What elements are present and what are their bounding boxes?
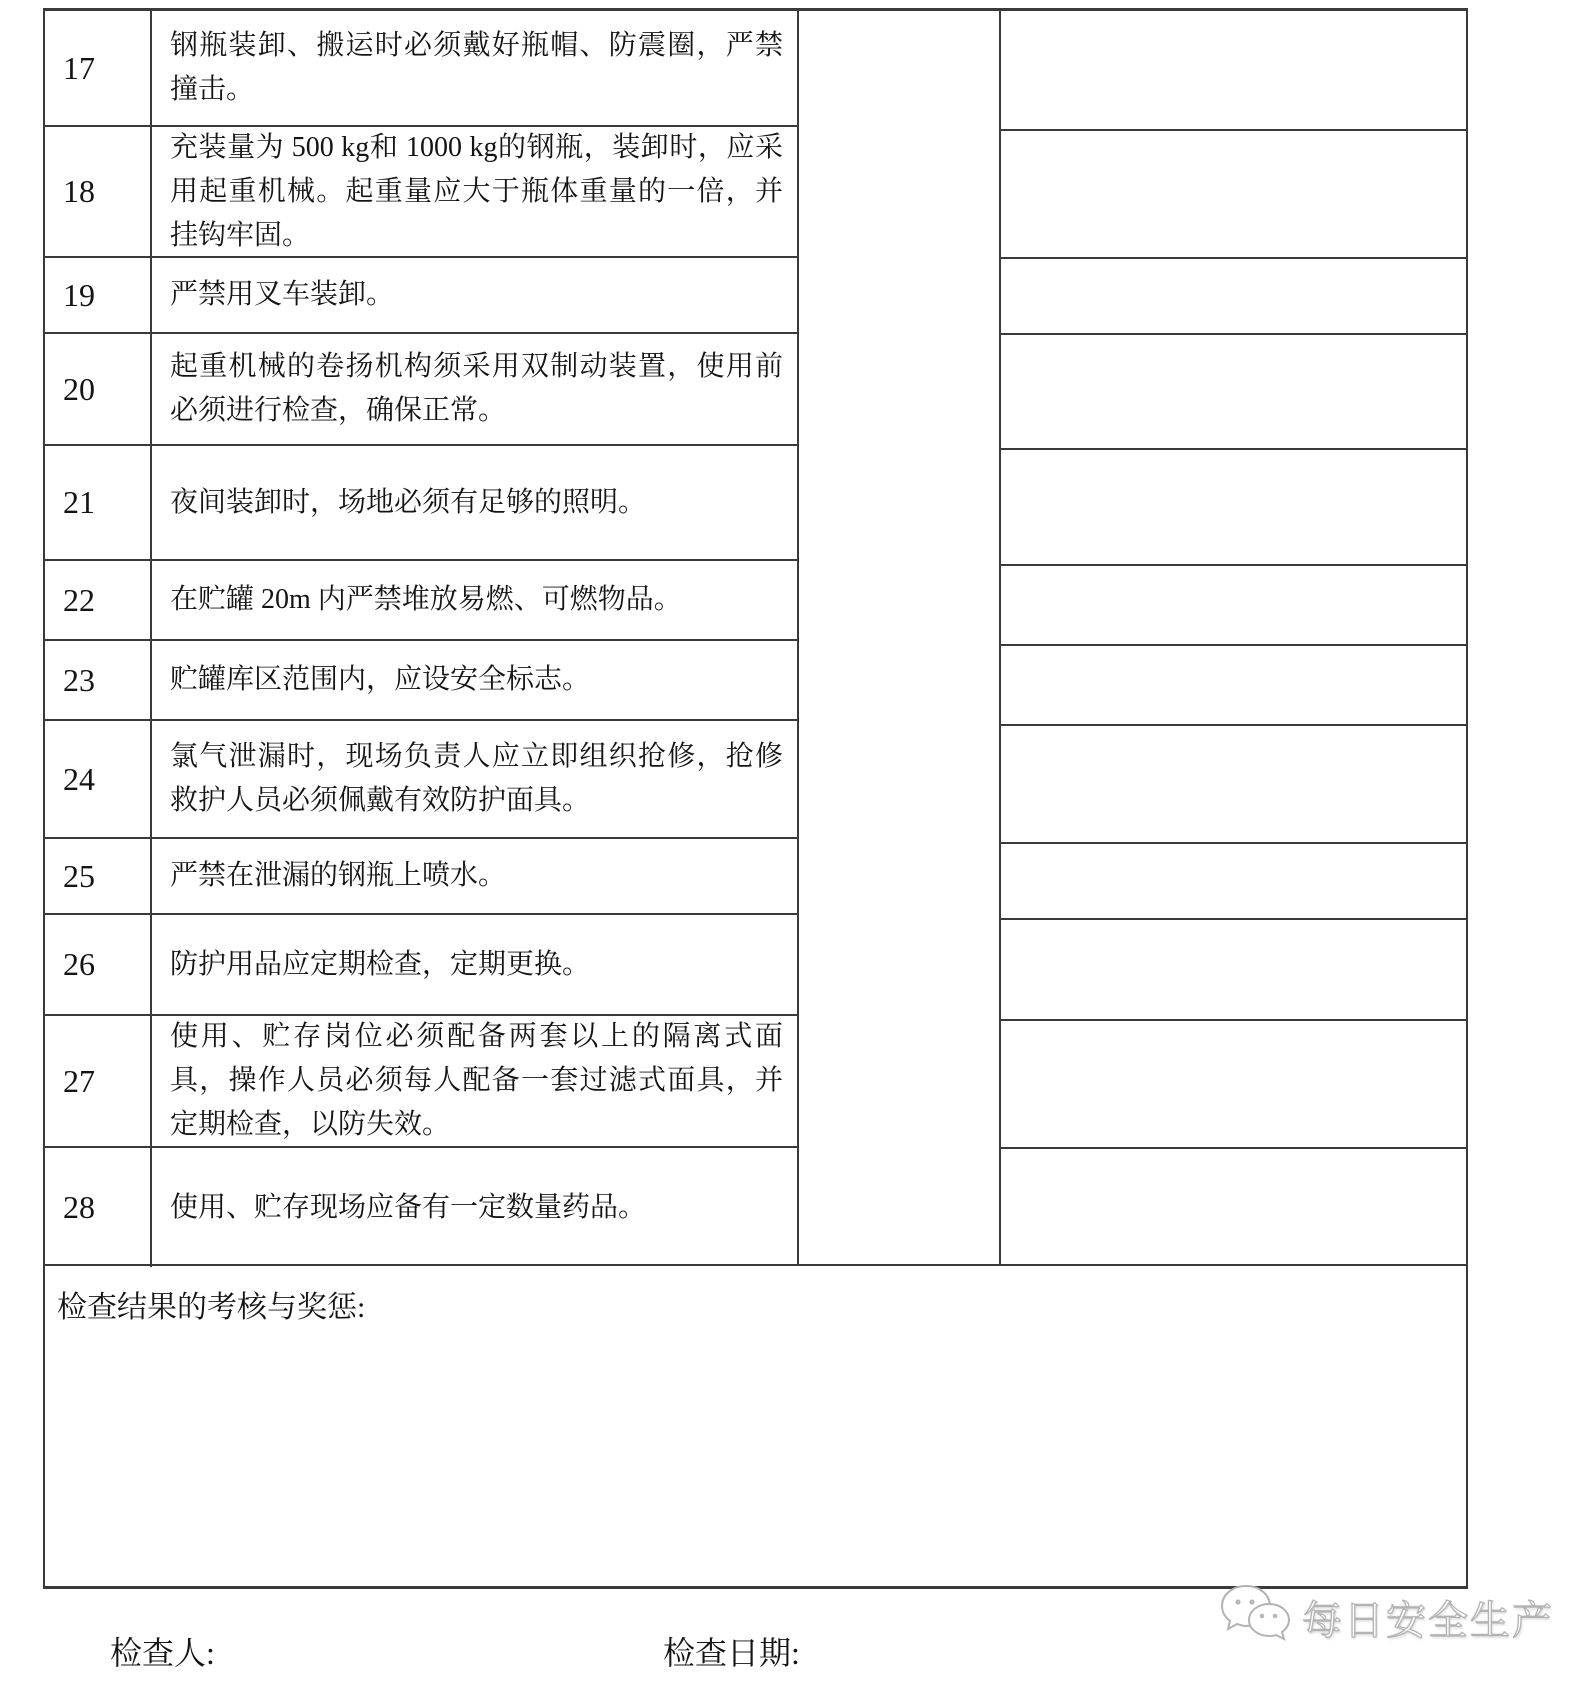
table-row — [45, 334, 797, 446]
wechat-icon — [1218, 1582, 1292, 1653]
summary-label: 检查结果的考核与奖惩: — [57, 1291, 366, 1324]
table-row — [45, 11, 797, 127]
table-row — [45, 561, 797, 641]
table-row — [45, 1148, 797, 1267]
middle-empty-column — [797, 8, 999, 1264]
right-empty-cell — [1001, 450, 1466, 566]
summary-section — [43, 1264, 1468, 1589]
item-text: 贮罐库区范围内，应设安全标志。 — [170, 664, 591, 695]
item-number-cell — [45, 11, 152, 125]
item-text-cell — [152, 641, 797, 719]
item-text-cell — [152, 721, 797, 837]
item-text: 使用、贮存岗位必须配备两套以上的隔离式面具，操作人员必须每人配备一套过滤式面具，并定期检查，以防失效。 — [170, 1021, 783, 1140]
item-number-cell — [45, 1016, 152, 1146]
table-row — [45, 721, 797, 839]
inspector-label: 检查人: — [110, 1635, 215, 1671]
item-text: 在贮罐 20m 内严禁堆放易燃、可燃物品。 — [170, 584, 682, 615]
right-empty-cell — [1001, 726, 1466, 844]
item-number-cell — [45, 127, 152, 256]
item-text: 严禁在泄漏的钢瓶上喷水。 — [170, 860, 507, 891]
right-empty-cell — [1001, 566, 1466, 646]
item-text-cell — [152, 1016, 797, 1146]
right-empty-cell — [1001, 1149, 1466, 1267]
item-number-cell — [45, 839, 152, 913]
item-number-cell — [45, 561, 152, 639]
item-text: 充装量为 500 kg和 1000 kg的钢瓶，装卸时，应采用起重机械。起重量应大于瓶体重量的一倍，并挂钩牢固。 — [170, 131, 783, 251]
right-empty-cell — [1001, 259, 1466, 335]
item-number-cell — [45, 334, 152, 444]
item-text-cell — [152, 1148, 797, 1267]
item-number-cell — [45, 1148, 152, 1267]
right-empty-cell — [1001, 1021, 1466, 1149]
watermark-text: 每日安全生产 — [1302, 1599, 1554, 1643]
item-text-cell — [152, 127, 797, 256]
item-number-cell — [45, 258, 152, 332]
item-text: 氯气泄漏时，现场负责人应立即组织抢修，抢修救护人员必须佩戴有效防护面具。 — [170, 741, 783, 816]
item-text: 夜间装卸时，场地必须有足够的照明。 — [170, 486, 647, 518]
right-empty-cell — [1001, 131, 1466, 259]
item-text: 使用、贮存现场应备有一定数量药品。 — [170, 1191, 647, 1223]
item-number-cell — [45, 721, 152, 837]
right-empty-cell — [1001, 844, 1466, 920]
item-number: 23 — [63, 661, 95, 698]
table-row — [45, 915, 797, 1016]
table-row — [45, 641, 797, 721]
right-empty-cell — [1001, 920, 1466, 1021]
table-row — [45, 839, 797, 915]
item-text-cell — [152, 258, 797, 332]
inspection-date-label: 检查日期: — [663, 1635, 800, 1671]
table-row — [45, 127, 797, 258]
checklist-table-right — [999, 8, 1468, 1264]
item-text-cell — [152, 11, 797, 125]
checklist-table-left — [43, 8, 797, 1264]
item-text: 严禁用叉车装卸。 — [170, 279, 395, 310]
item-number: 21 — [63, 484, 95, 520]
item-number-cell — [45, 446, 152, 559]
item-text: 起重机械的卷扬机构须采用双制动装置，使用前必须进行检查，确保正常。 — [170, 351, 783, 426]
table-row — [45, 446, 797, 561]
item-number: 28 — [63, 1189, 95, 1225]
item-number-cell — [45, 915, 152, 1014]
item-text-cell — [152, 839, 797, 913]
item-number: 27 — [63, 1062, 95, 1099]
item-text: 钢瓶装卸、搬运时必须戴好瓶帽、防震圈，严禁撞击。 — [170, 30, 783, 105]
item-text-cell — [152, 334, 797, 444]
item-number: 26 — [63, 946, 95, 982]
item-number: 20 — [63, 370, 95, 407]
item-number: 18 — [63, 173, 95, 209]
item-text: 防护用品应定期检查，定期更换。 — [170, 948, 591, 980]
item-text-cell — [152, 561, 797, 639]
right-empty-cell — [1001, 11, 1466, 131]
right-empty-cell — [1001, 335, 1466, 450]
item-number-cell — [45, 641, 152, 719]
item-number: 25 — [63, 857, 95, 894]
item-text-cell — [152, 446, 797, 559]
table-row — [45, 1016, 797, 1148]
item-number: 24 — [63, 760, 95, 797]
right-empty-cell — [1001, 646, 1466, 726]
table-row — [45, 258, 797, 334]
item-text-cell — [152, 915, 797, 1014]
item-number: 17 — [63, 49, 95, 86]
watermark — [1218, 1582, 1554, 1653]
item-number: 19 — [63, 276, 95, 313]
item-number: 22 — [63, 581, 95, 618]
